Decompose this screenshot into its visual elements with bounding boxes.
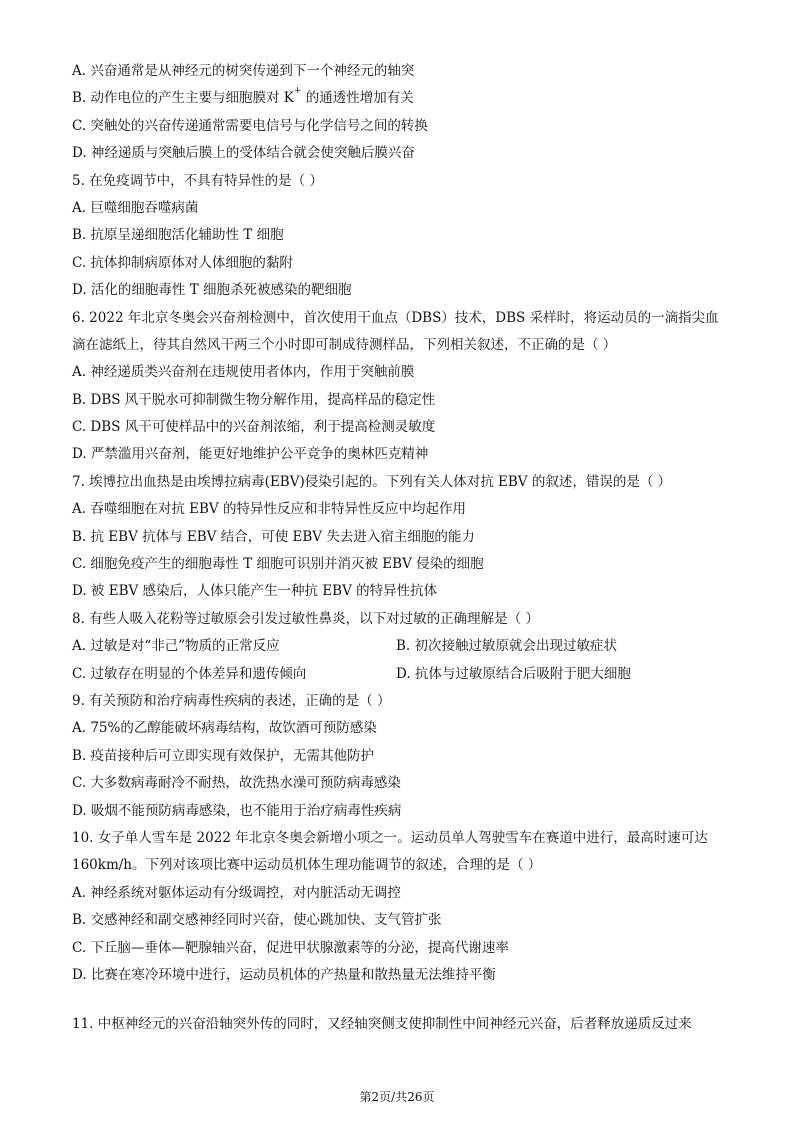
- q4-option-b: [72, 85, 732, 112]
- q9-stem: 9. 有关预防和治疗病毒性疾病的表述，正确的是（ ）: [72, 692, 391, 709]
- q7-option-b: B. 抗 EBV 抗体与 EBV 结合，可使 EBV 失去进入宿主细胞的能力: [72, 528, 475, 545]
- q10-stem-line2: 160km/h。下列对该项比赛中运动员机体生理功能调节的叙述，合理的是（ ）: [72, 857, 542, 874]
- q4-option-b-tail: 的通透性增加有关: [301, 90, 414, 107]
- q8-options-row1: [72, 633, 732, 660]
- q5-option-d: D. 活化的细胞毒性 T 细胞杀死被感染的靶细胞: [72, 282, 352, 299]
- q8-stem: 8. 有些人吸入花粉等过敏原会引发过敏性鼻炎，以下对过敏的正确理解是（ ）: [72, 610, 539, 627]
- k-superscript: +: [293, 86, 302, 97]
- q8-options-row2: [72, 661, 732, 688]
- q10-option-b: B. 交感神经和副交感神经同时兴奋，使心跳加快、支气管扩张: [72, 912, 442, 929]
- q4-option-d: D. 神经递质与突触后膜上的受体结合就会使突触后膜兴奋: [72, 145, 415, 162]
- q10-stem-line1: 10. 女子单人雪车是 2022 年北京冬奥会新增小项之一。运动员单人驾驶雪车在赛道中进行，最高时速可达: [72, 829, 708, 846]
- q5-stem: 5. 在免疫调节中，不具有特异性的是（ ）: [72, 172, 323, 189]
- q6-option-c: C. DBS 风干可使样品中的兴奋剂浓缩，利于提高检测灵敏度: [72, 419, 436, 436]
- q10-option-d: D. 比赛在寒冷环境中进行，运动员机体的产热量和散热量无法维持平衡: [72, 966, 496, 983]
- q9-option-a: A. 75%的乙醇能破坏病毒结构，故饮酒可预防感染: [72, 720, 377, 737]
- q11-stem: 11. 中枢神经元的兴奋沿轴突外传的同时，又经轴突侧支使抑制性中间神经元兴奋，后者释放递质反过来: [72, 1016, 692, 1032]
- q6-option-b: B. DBS 风干脱水可抑制微生物分解作用，提高样品的稳定性: [72, 391, 436, 408]
- q4-option-a: A. 兴奋通常是从神经元的树突传递到下一个神经元的轴突: [72, 63, 415, 79]
- q6-option-a: A. 神经递质类兴奋剂在违规使用者体内，作用于突触前膜: [72, 364, 415, 381]
- q6-stem-line2: 滴在滤纸上，待其自然风干两三个小时即可制成待测样品，下列相关叙述，不正确的是（ ）: [72, 336, 617, 353]
- q4-option-c: C. 突触处的兴奋传递通常需要电信号与化学信号之间的转换: [72, 117, 428, 134]
- q4-option-b-text: B. 动作电位的产生主要与细胞膜对 K: [72, 90, 294, 107]
- q7-option-d: D. 被 EBV 感染后，人体只能产生一种抗 EBV 的特异性抗体: [72, 583, 438, 600]
- q9-option-b: B. 疫苗接种后可立即实现有效保护，无需其他防护: [72, 747, 375, 764]
- q10-option-c: C. 下丘脑—垂体—靶腺轴兴奋，促进甲状腺激素等的分泌，提高代谢速率: [72, 939, 509, 956]
- q5-option-b: B. 抗原呈递细胞活化辅助性 T 细胞: [72, 227, 284, 244]
- q5-option-a: A. 巨噬细胞吞噬病菌: [72, 199, 199, 216]
- question-content: [72, 58, 732, 989]
- q5-option-c: C. 抗体抑制病原体对人体细胞的黏附: [72, 254, 293, 271]
- q7-option-c: C. 细胞免疫产生的细胞毒性 T 细胞可识别并消灭被 EBV 侵染的细胞: [72, 556, 484, 573]
- q8-option-a: A. 过敏是对“非己”物质的正常反应: [72, 638, 280, 655]
- q8-option-d: D. 抗体与过敏原结合后吸附于肥大细胞: [396, 665, 631, 682]
- q6-stem-line1: 6. 2022 年北京冬奥会兴奋剂检测中，首次使用干血点（DBS）技术，DBS 采样时，将运动员的一滴指尖血: [72, 309, 719, 326]
- q7-stem: 7. 埃博拉出血热是由埃博拉病毒(EBV)侵染引起的。下列有关人体对抗 EBV 的叙述，错误的是（ ）: [72, 473, 672, 490]
- q6-option-d: D. 严禁滥用兴奋剂，能更好地维护公平竞争的奥林匹克精神: [72, 446, 429, 463]
- q8-option-b: B. 初次接触过敏原就会出现过敏症状: [396, 638, 618, 655]
- page-footer: 第2页/共26页: [359, 1090, 435, 1104]
- q8-option-c: C. 过敏存在明显的个体差异和遗传倾向: [72, 665, 307, 682]
- q9-option-d: D. 吸烟不能预防病毒感染，也不能用于治疗病毒性疾病: [72, 802, 402, 819]
- q7-option-a: A. 吞噬细胞在对抗 EBV 的特异性反应和非特异性反应中均起作用: [72, 501, 466, 518]
- q10-option-a: A. 神经系统对躯体运动有分级调控，对内脏活动无调控: [72, 884, 401, 901]
- q9-option-c: C. 大多数病毒耐冷不耐热，故洗热水澡可预防病毒感染: [72, 775, 401, 792]
